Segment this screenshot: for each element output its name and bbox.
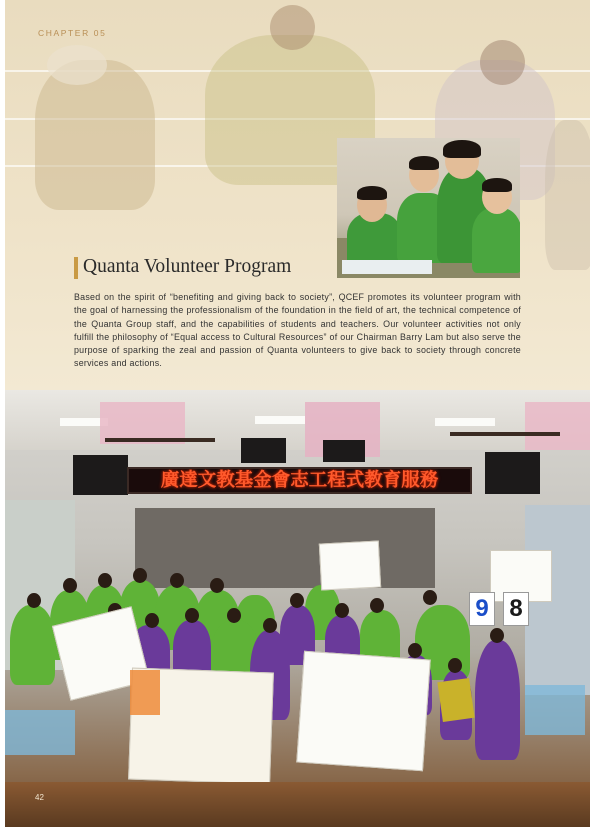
chapter-label: CHAPTER 05 — [38, 28, 107, 38]
number-sign-right: 8 — [503, 592, 529, 626]
section-title: Quanta Volunteer Program — [83, 256, 292, 277]
led-banner — [127, 467, 472, 494]
page-number: 42 — [35, 793, 44, 802]
led-banner-text: 廣達文教基金會志工程式教育服務 — [160, 470, 439, 491]
section-body: Based on the spirit of “benefiting and giving back to society”, QCEF promotes its volunteer program with the goal of harnessing the professionalism of the foundation in the field of art, the technical competence of the Quanta Group staff, and the capabilities of students and teachers. Our volunteer activities not only fulfill the philosophy of “Equal access to Cultural Resources” of our Chairman Barry Lam but also serve the purpose of sparking the zeal and passion of Quanta volunteers to give back to society through concrete services and actions. — [74, 292, 521, 369]
number-sign-left: 9 — [469, 592, 495, 626]
students-inset-photo — [337, 138, 520, 278]
title-accent-bar — [74, 257, 78, 279]
